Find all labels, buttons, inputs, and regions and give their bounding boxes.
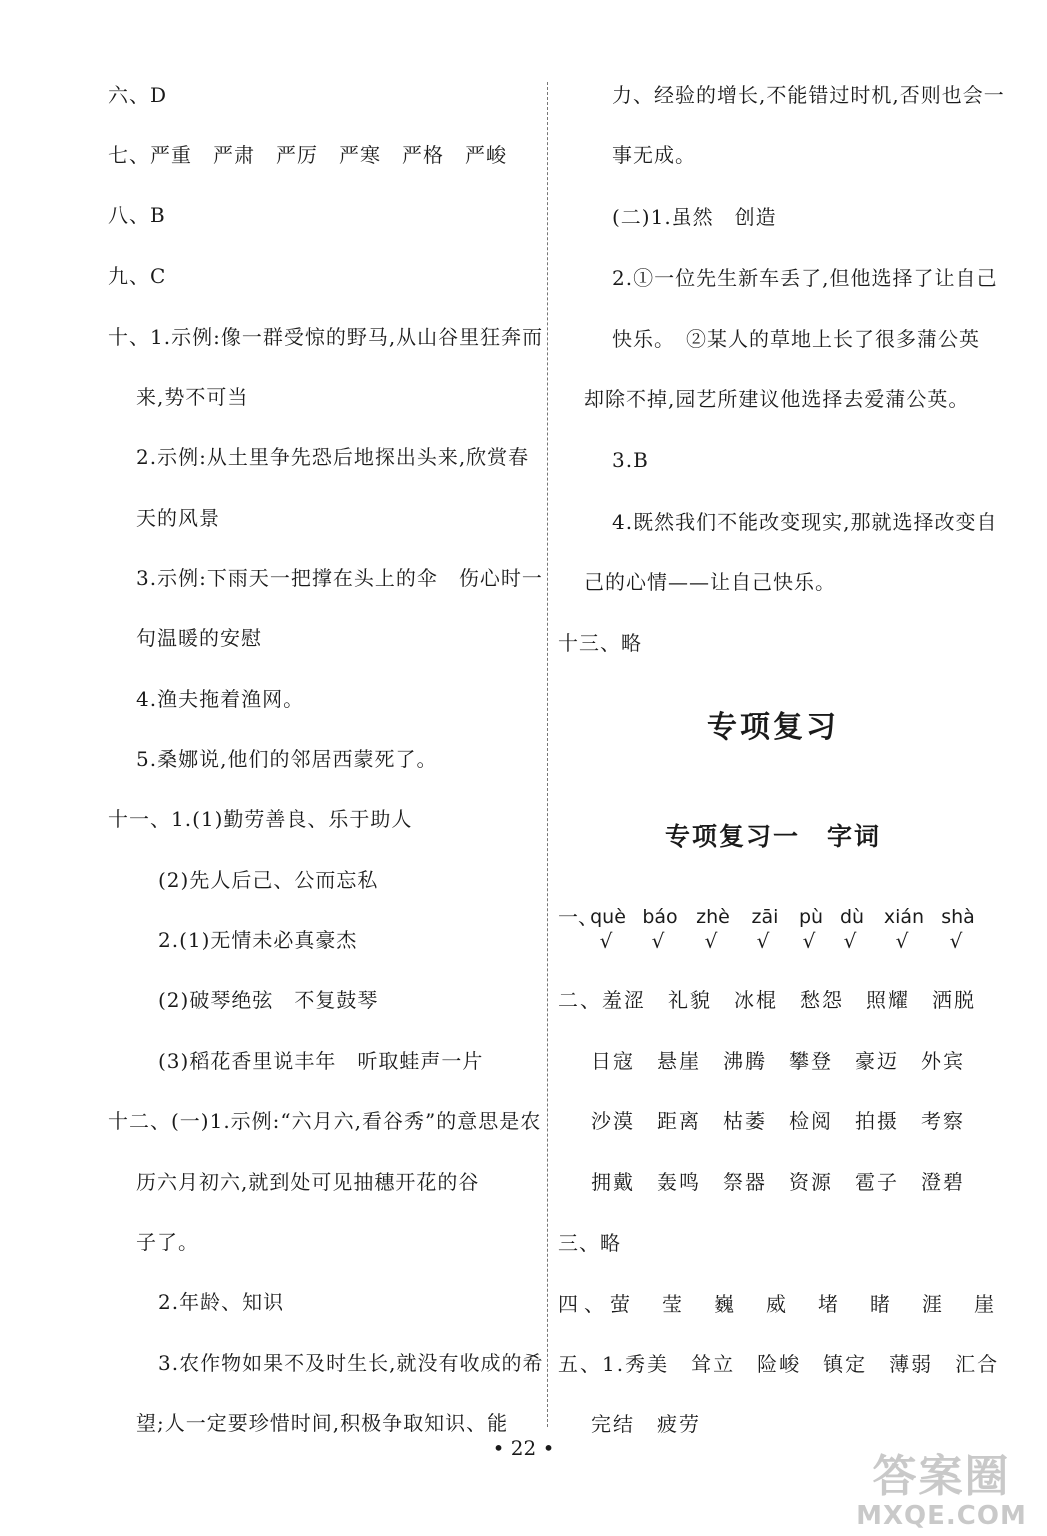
answer-line: 完结 疲劳 — [591, 1412, 701, 1436]
answer-line: 拥戴 轰鸣 祭器 资源 雹子 澄碧 — [591, 1170, 965, 1194]
answer-line: 3.示例:下雨天一把撑在头上的伞 伤心时一 — [136, 566, 543, 590]
answer-line: 八、B — [108, 203, 166, 227]
answer-line: 十三、略 — [558, 631, 642, 655]
answer-line: 九、C — [108, 264, 167, 288]
answer-line: (3)稻花香里说丰年 听取蛙声一片 — [158, 1049, 484, 1073]
pinyin-item: dù — [839, 906, 865, 928]
watermark-logo — [854, 1452, 1029, 1532]
check-mark-icon: √ — [895, 929, 909, 953]
check-mark-icon: √ — [704, 929, 718, 953]
pinyin-item: shà — [941, 906, 975, 928]
answer-line: (2)先人后己、公而忘私 — [158, 868, 379, 892]
page-number: • 22 • — [492, 1436, 555, 1460]
check-mark-icon: √ — [802, 929, 816, 953]
pinyin-item: xián — [883, 906, 925, 928]
check-mark-icon: √ — [843, 929, 857, 953]
section-title: 专项复习 — [707, 710, 839, 745]
answer-line: 十一、1.(1)勤劳善良、乐于助人 — [108, 807, 413, 831]
answer-line: 十二、(一)1.示例:“六月六,看谷秀”的意思是农 — [108, 1109, 542, 1133]
answer-line: 2.(1)无情未必真豪杰 — [158, 928, 358, 952]
answer-line: 4.既然我们不能改变现实,那就选择改变自 — [612, 510, 998, 534]
answer-line: (2)破琴绝弦 不复鼓琴 — [158, 988, 379, 1012]
check-mark-icon: √ — [599, 929, 613, 953]
answer-line: 七、严重 严肃 严厉 严寒 严格 严峻 — [108, 143, 507, 167]
check-mark-icon: √ — [949, 929, 963, 953]
answer-line: (二)1.虽然 创造 — [612, 205, 777, 229]
answer-line: 沙漠 距离 枯萎 检阅 拍摄 考察 — [591, 1109, 965, 1133]
answer-line: 4.渔夫拖着渔网。 — [136, 687, 305, 711]
pinyin-item: pù — [798, 906, 824, 928]
answer-line: 天的风景 — [136, 506, 220, 530]
answer-line: 2.①一位先生新车丢了,但他选择了让自己 — [612, 266, 998, 290]
answer-line: 二、羞涩 礼貌 冰棍 愁怨 照耀 洒脱 — [558, 988, 976, 1012]
answer-line: 2.示例:从土里争先恐后地探出头来,欣赏春 — [136, 445, 530, 469]
answer-line: 力、经验的增长,不能错过时机,否则也会一 — [612, 83, 1005, 107]
answer-line: 快乐。 ②某人的草地上长了很多蒲公英 — [612, 327, 980, 351]
answer-line: 3.B — [612, 448, 649, 472]
pinyin-item: zāi — [751, 906, 779, 928]
question-label: 一、 — [558, 905, 598, 929]
answer-line: 3.农作物如果不及时生长,就没有收成的希 — [158, 1351, 544, 1375]
watermark-text: 答案圈 — [872, 1451, 1011, 1502]
pinyin-item: què — [590, 906, 626, 928]
column-divider — [547, 82, 548, 1427]
answer-line: 望;人一定要珍惜时间,积极争取知识、能 — [136, 1411, 509, 1435]
answer-line: 己的心情——让自己快乐。 — [584, 570, 836, 594]
pinyin-item: báo — [642, 906, 678, 928]
answer-line: 三、略 — [558, 1231, 621, 1255]
answer-line: 事无成。 — [612, 143, 696, 167]
subsection-title: 专项复习一 字词 — [664, 822, 881, 851]
answer-line: 却除不掉,园艺所建议他选择去爱蒲公英。 — [584, 387, 970, 411]
answer-line: 十、1.示例:像一群受惊的野马,从山谷里狂奔而 — [108, 325, 544, 349]
check-mark-icon: √ — [651, 929, 665, 953]
watermark-url: MXQE.COM — [856, 1501, 1027, 1531]
answer-line: 2.年龄、知识 — [158, 1290, 285, 1314]
answer-line: 句温暖的安慰 — [136, 626, 262, 650]
answer-line: 历六月初六,就到处可见抽穗开花的谷 — [136, 1170, 480, 1194]
answer-line: 子了。 — [136, 1230, 199, 1254]
answer-line: 5.桑娜说,他们的邻居西蒙死了。 — [136, 747, 438, 771]
check-mark-icon: √ — [756, 929, 770, 953]
answer-line: 五、1.秀美 耸立 险峻 镇定 薄弱 汇合 — [558, 1352, 1000, 1376]
pinyin-item: zhè — [696, 906, 730, 928]
answer-line: 六、D — [108, 83, 168, 107]
answer-line: 四、萤 莹 巍 威 堵 睹 涯 崖 — [558, 1292, 1000, 1316]
answer-line: 来,势不可当 — [136, 385, 249, 409]
answer-line: 日寇 悬崖 沸腾 攀登 豪迈 外宾 — [591, 1049, 965, 1073]
